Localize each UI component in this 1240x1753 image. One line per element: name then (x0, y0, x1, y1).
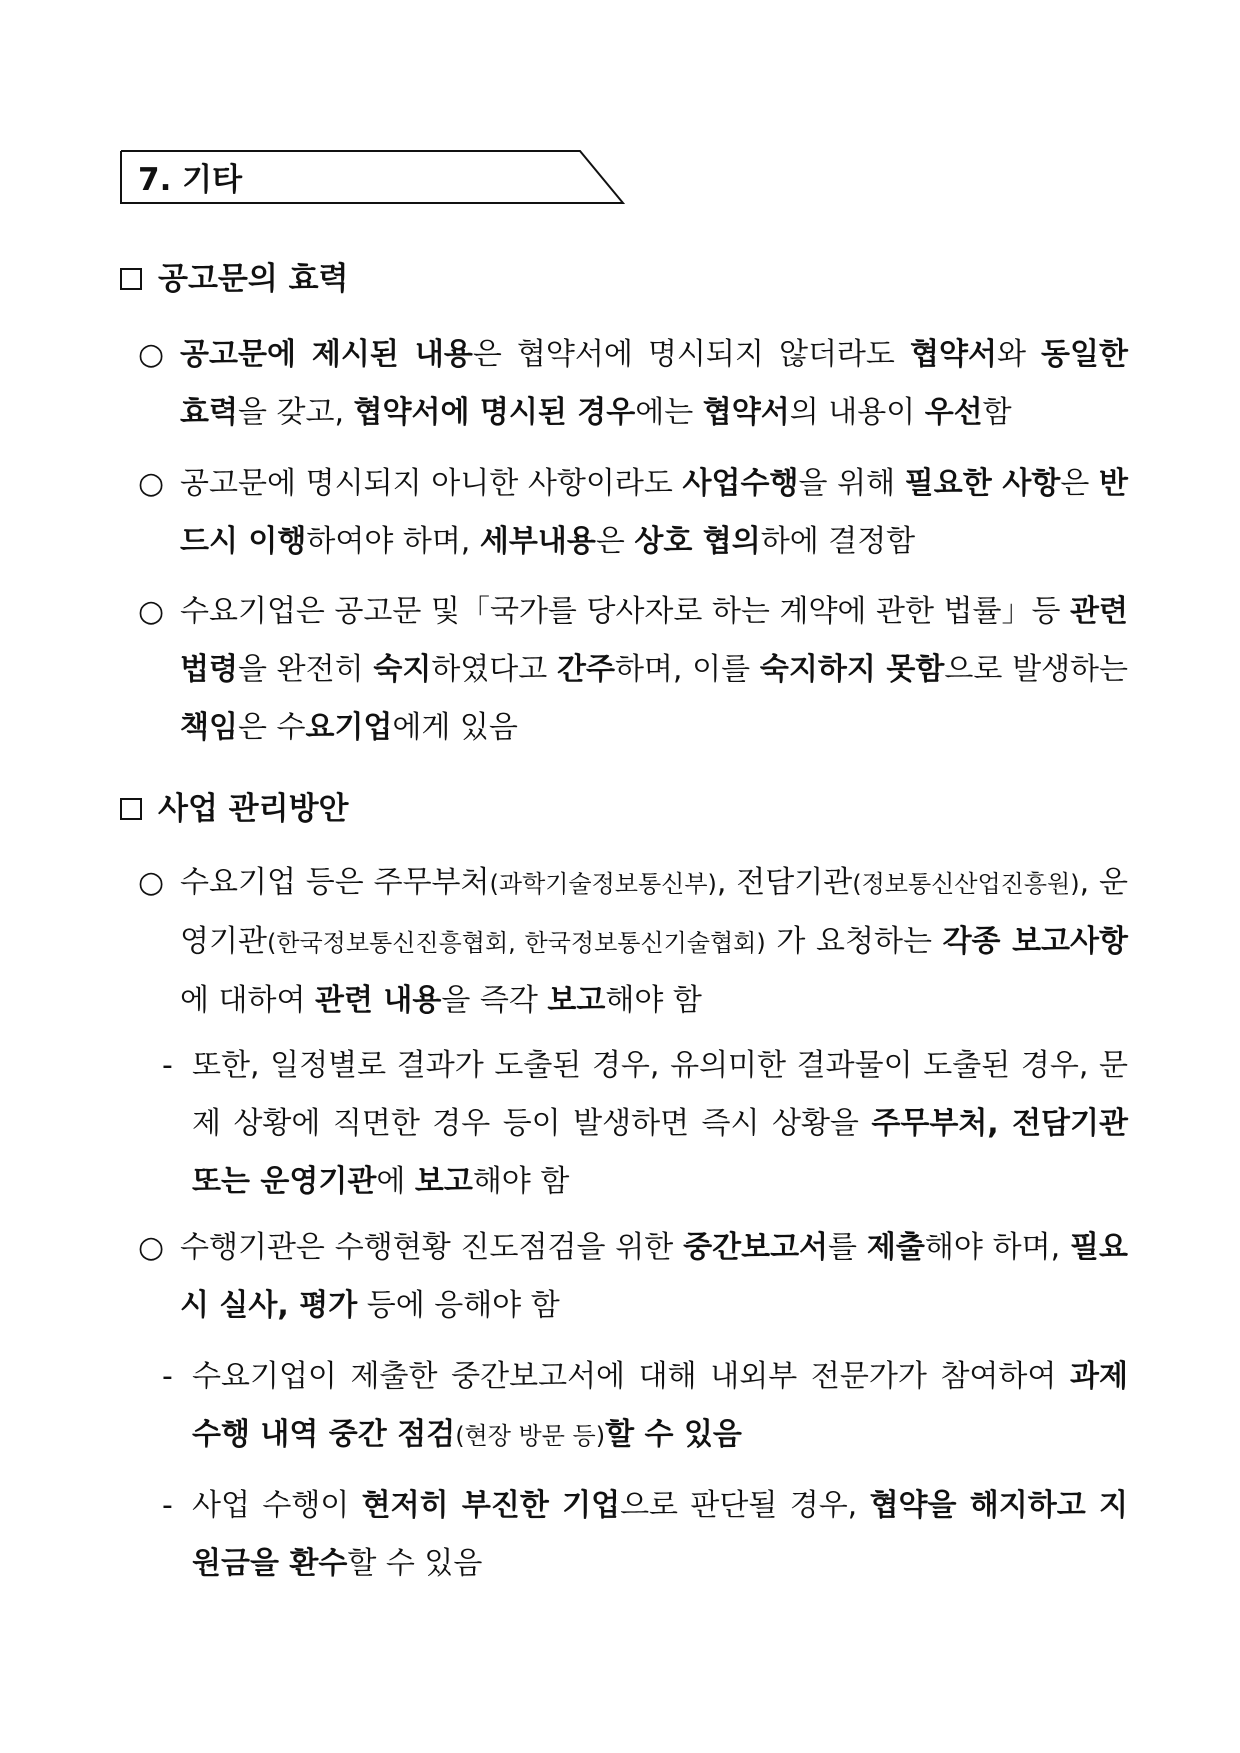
circle-bullet-icon: ○ (138, 1230, 165, 1265)
sub-item-text (192, 1477, 1128, 1593)
emphasized-text: 필요한 사항 (904, 466, 1061, 501)
text-run: 으로 발생하는 (944, 652, 1129, 687)
emphasized-text: 협약서에 명시된 경우 (353, 395, 636, 430)
text-run: 에게 있음 (392, 710, 518, 745)
text-run: 해야 하며, (924, 1230, 1071, 1265)
emphasized-text: 할 수 있음 (605, 1417, 742, 1452)
text-run: 사업 수행이 (192, 1488, 362, 1523)
dash-sub-item (162, 1477, 1128, 1593)
emphasized-text: 협약서 (702, 395, 790, 430)
heading-text: 공고문의 효력 (158, 261, 349, 297)
section-header (120, 150, 625, 210)
text-run: , 전담기관 (716, 865, 853, 900)
text-run: 하여야 하며, (306, 524, 480, 559)
checkbox-square-icon (120, 268, 142, 290)
emphasized-text: 책임 (180, 710, 238, 745)
emphasized-text: 협약을 해지하고 지원금을 환수 (192, 1488, 1128, 1581)
dash-bullet-icon: - (162, 1359, 173, 1394)
emphasized-text: 협약서 (910, 337, 997, 372)
emphasized-text: 요기업 (305, 710, 393, 745)
circle-bullet-icon: ○ (138, 337, 165, 372)
text-run: (정보통신산업진흥원) (852, 870, 1080, 898)
emphasized-text: 사업수행 (682, 466, 799, 501)
text-run: (한국정보통신진흥협회, 한국정보통신기술협회) (266, 929, 766, 957)
text-run: 수행기관은 수행현황 진도점검을 위한 (180, 1230, 684, 1265)
text-run: 수요기업이 제출한 중간보고서에 대해 내외부 전문가가 참여하여 (192, 1359, 1071, 1394)
heading-text: 사업 관리방안 (158, 791, 349, 827)
bullet-item (138, 1219, 1128, 1335)
item-text (180, 583, 1128, 757)
item-text (180, 326, 1128, 442)
text-run: 공고문에 명시되지 아니한 사항이라도 (180, 466, 683, 501)
dash-sub-item (162, 1348, 1128, 1465)
text-run: 은 (595, 524, 635, 559)
text-run: 을 완전히 (237, 652, 374, 687)
emphasized-text: 간주 (556, 652, 615, 687)
emphasized-text: 각종 보고사항 (942, 924, 1128, 959)
text-run: 에 (376, 1164, 415, 1199)
emphasized-text: 보고 (547, 983, 606, 1018)
emphasized-text: 숙지 (373, 652, 432, 687)
text-run: 을 즉각 (441, 983, 548, 1018)
bullet-item (138, 326, 1128, 442)
text-run: 하에 결정함 (760, 524, 916, 559)
text-run: 할 수 있음 (347, 1546, 483, 1581)
text-run: 을 위해 (798, 466, 905, 501)
text-run: 등에 응해야 함 (357, 1288, 560, 1323)
bullet-item (138, 854, 1128, 1030)
sub-item-text (192, 1037, 1128, 1211)
section-title: 7. 기타 (138, 162, 243, 198)
circle-bullet-icon: ○ (138, 594, 165, 629)
text-run: 해야 함 (605, 983, 702, 1018)
emphasized-text: 반드시 이행 (180, 466, 1128, 559)
dash-bullet-icon: - (162, 1488, 173, 1523)
text-run: 를 (828, 1230, 867, 1265)
sub-item-text (192, 1348, 1128, 1465)
text-run: 은 협약서에 명시되지 않더라도 (472, 337, 910, 372)
text-run: 하였다고 (431, 652, 557, 687)
dash-bullet-icon: - (162, 1048, 173, 1083)
text-run: 와 (996, 337, 1042, 372)
emphasized-text: 관련 법령 (180, 594, 1128, 687)
text-run: 수요기업은 공고문 및「국가를 당사자로 하는 계약에 관한 법률」등 (180, 594, 1071, 629)
emphasized-text: 제출 (866, 1230, 925, 1265)
text-run: , 운영기관 (180, 865, 1128, 959)
emphasized-text: 필요시 실사, 평가 (180, 1230, 1128, 1323)
text-run: (현장 방문 등) (455, 1422, 606, 1450)
emphasized-text: 동일한 효력 (180, 337, 1128, 430)
bullet-item (138, 455, 1128, 571)
emphasized-text: 세부내용 (479, 524, 596, 559)
text-run: 의 내용이 (789, 395, 925, 430)
text-run: 에는 (635, 395, 703, 430)
emphasized-text: 관련 내용 (315, 983, 442, 1018)
emphasized-text: 숙지하지 못함 (759, 652, 945, 687)
emphasized-text: 현저히 부진한 기업 (361, 1488, 621, 1523)
heading-notice-validity (120, 259, 348, 299)
text-run: 수요기업 등은 주무부처 (180, 865, 490, 900)
text-run: 또한, 일정별로 결과가 도출된 경우, 유의미한 결과물이 도출된 경우, 문제 상황에 직면한 경우 등이 발생하면 즉시 상황을 (192, 1048, 1128, 1141)
text-run: 에 대하여 (180, 983, 315, 1018)
item-text (180, 1219, 1128, 1335)
text-run: (과학기술정보통신부) (489, 870, 717, 898)
text-run: 은 (1060, 466, 1099, 501)
dash-sub-item (162, 1037, 1128, 1211)
emphasized-text: 과제 수행 내역 중간 점검 (192, 1359, 1128, 1452)
emphasized-text: 보고 (414, 1164, 473, 1199)
text-run: 함 (982, 395, 1012, 430)
emphasized-text: 공고문에 제시된 내용 (180, 337, 473, 372)
emphasized-text: 우선 (924, 395, 983, 430)
item-text (180, 455, 1128, 571)
text-run: 가 요청하는 (765, 924, 943, 959)
circle-bullet-icon: ○ (138, 466, 165, 501)
circle-bullet-icon: ○ (138, 865, 165, 900)
emphasized-text: 상호 협의 (634, 524, 761, 559)
bullet-item (138, 583, 1128, 757)
text-run: 을 갖고, (237, 395, 354, 430)
text-run: 해야 함 (472, 1164, 570, 1199)
text-run: 으로 판단될 경우, (620, 1488, 870, 1523)
checkbox-square-icon (120, 798, 142, 820)
emphasized-text: 중간보고서 (683, 1230, 829, 1265)
emphasized-text: 주무부처, 전담기관 또는 운영기관 (192, 1106, 1128, 1199)
text-run: 하며, 이를 (614, 652, 760, 687)
item-text (180, 854, 1128, 1030)
heading-project-management (120, 789, 348, 829)
text-run: 은 수 (237, 710, 306, 745)
